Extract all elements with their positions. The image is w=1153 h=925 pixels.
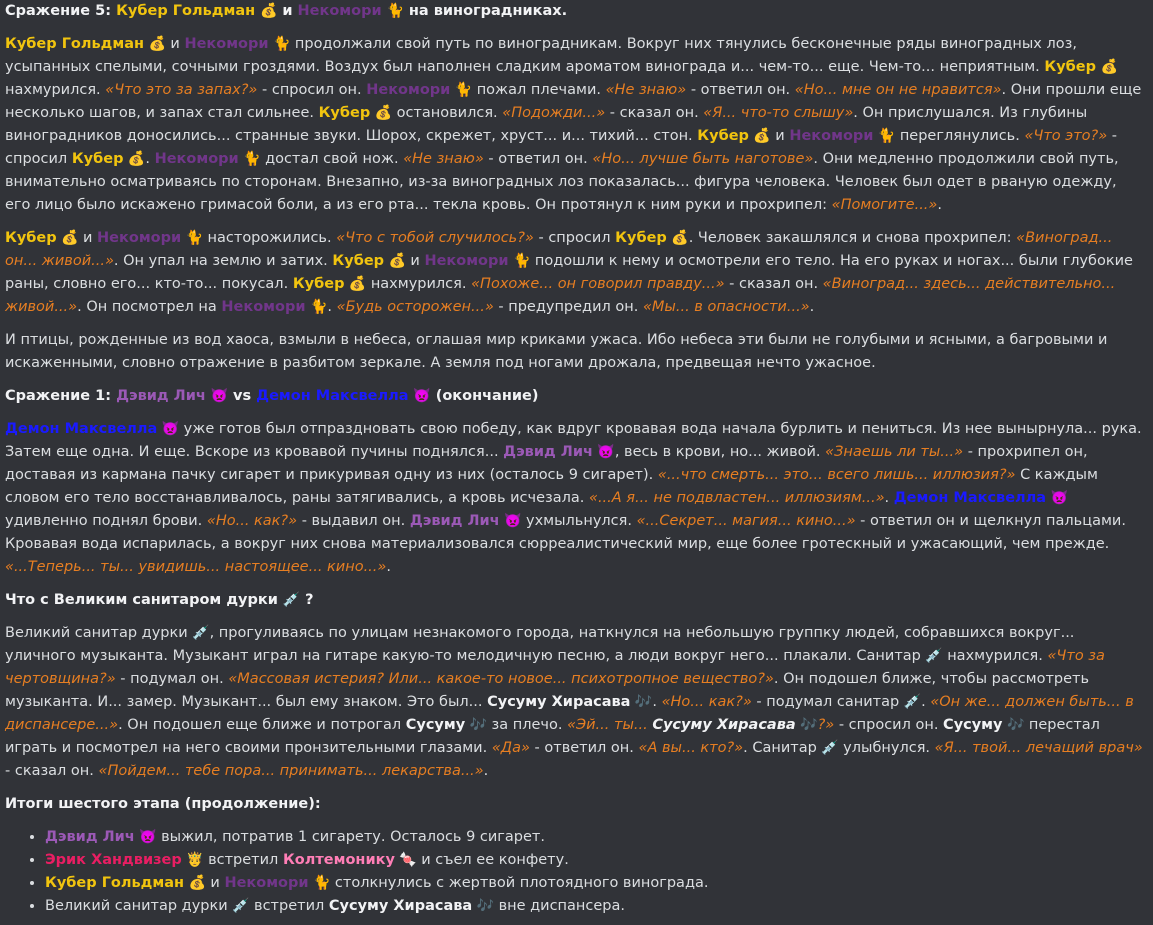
message-text: . Они медленно продолжили свой путь, внимательно осматриваясь по сторонам. Внезапно, из-за виноградных лоз показалась... фигура человека. Человек был одет в рваную одежду, его лицо было искажено гримасой боли, а из его рта... текла кровь. Он протянул к ним руки и прохрипел: — [5, 151, 1119, 213]
emoji-icon: 🎶 — [630, 694, 653, 710]
emoji-icon: 👿 — [157, 421, 184, 437]
character-name-nekomori[interactable]: Некомори — [789, 128, 874, 144]
emoji-icon: 🐈 — [308, 875, 335, 891]
message-text: - спросил он. — [834, 717, 944, 733]
message-text: нахмурился. — [370, 276, 472, 292]
message-text: . Он упал на землю и затих. — [113, 253, 333, 269]
character-name-kuber[interactable]: Кубер — [1044, 59, 1097, 75]
message-text: удивленно поднял брови. — [5, 513, 207, 529]
quote-text: «Массовая истерия? Или... какое-то новое... психотропное вещество?» — [228, 671, 774, 687]
character-name-kuber[interactable]: Кубер — [318, 105, 371, 121]
emoji-icon: 💰 — [123, 151, 146, 167]
quote-text: «Будь осторожен...» — [336, 299, 494, 315]
message-text: уже готов был отпраздновать свою победу, как вдруг кровавая вода начала бурлить и пениться. Из нее вынырнула... рука. Затем еще одна. И еще. Вскоре из кровавой пучины поднялся... — [5, 421, 1142, 460]
quote-text: «Не знаю» — [403, 151, 484, 167]
quote-text: «...что смерть... это... всего лишь... иллюзия?» — [657, 467, 1016, 483]
quote-text: «Что это за запах?» — [105, 82, 258, 98]
message-text: С каждым словом его тело восстанавливалось, раны затягивались, а кровь исчезала. — [5, 467, 1098, 506]
quote-text: «Он же... должен быть... в диспансере...» — [5, 694, 1134, 733]
character-name-nekomori[interactable]: Некомори — [97, 230, 182, 246]
quote-text: «Виноград... он... живой...» — [5, 230, 1113, 269]
bold-text: ? — [305, 592, 314, 608]
message-text: нахмурился. — [5, 82, 106, 98]
character-name-kuber[interactable]: Кубер — [615, 230, 667, 246]
message-text: . Человек закашлялся и снова прохрипел: — [688, 230, 1017, 246]
list-item — [45, 872, 1145, 895]
message-text: - спросил он. — [257, 82, 367, 98]
bold-text: Сражение 5: — [5, 3, 117, 19]
emoji-icon: 👿 — [592, 444, 615, 460]
message-text: встретил — [208, 852, 283, 868]
emoji-icon: 👿 — [408, 388, 436, 404]
emoji-icon: 👿 — [205, 388, 234, 404]
emoji-icon: 💉 — [816, 740, 844, 756]
section-heading — [5, 0, 1145, 23]
quote-text: «Что за чертовщина?» — [5, 648, 1105, 687]
message-text: . Они прошли еще несколько шагов, и запах стал сильнее. — [5, 82, 1142, 121]
character-name-kuber[interactable]: Кубер — [5, 230, 57, 246]
message-text: пожал плечами. — [476, 82, 606, 98]
quote-text: «Виноград... здесь... действительно... живой...» — [5, 276, 1116, 315]
quote-text: «Похоже... он говорил правду...» — [471, 276, 725, 292]
message-text: насторожились. — [207, 230, 337, 246]
message-text: за плечо. — [491, 717, 568, 733]
emoji-icon: 🍬 — [394, 852, 422, 868]
message-text: , прогуливаясь по улицам незнакомого города, наткнулся на небольшую группку людей, собравшихся вокруг... уличного музыканта. Музыкант играл на гитаре какую-то мелодичную песню, а люди вокруг него... плакали. Санитар — [5, 625, 1075, 664]
quote-text: «Я... что-то слышу» — [703, 105, 854, 121]
character-name-kuber[interactable]: Кубер — [71, 151, 124, 167]
emoji-icon: 🐈 — [381, 3, 409, 19]
emoji-icon: 💰 — [255, 3, 283, 19]
bold-text: vs — [233, 388, 257, 404]
bold-text: (окончание) — [435, 388, 539, 404]
emoji-icon: 🎶 — [472, 898, 499, 914]
quote-text: «Что с тобой случилось?» — [336, 230, 534, 246]
message-text: - прохрипел он, доставая из кармана пачку сигарет и прикуривая одну из них (осталось 9 сигарет). — [5, 444, 1088, 483]
message-text: . Он посмотрел на — [77, 299, 222, 315]
message-text: улыбнулся. — [843, 740, 935, 756]
quote-text: «Знаешь ли ты...» — [825, 444, 964, 460]
section-heading — [5, 589, 1145, 612]
message-text: . — [145, 151, 155, 167]
message-text: и — [170, 36, 185, 52]
message-text: переглянулись. — [899, 128, 1025, 144]
bold-text: и — [282, 3, 298, 19]
character-name-demon[interactable]: Демон Максвелла — [256, 388, 409, 404]
quote-bold-text: Сусуму Хирасава — [652, 717, 796, 733]
paragraph — [5, 418, 1145, 579]
bold-text: Сусуму Хирасава — [328, 898, 473, 914]
message-text: ухмыльнулся. — [525, 513, 637, 529]
bold-text: Сусуму — [405, 717, 466, 733]
message-text: - сказал он. — [724, 276, 823, 292]
emoji-icon: 💉 — [187, 625, 210, 641]
emoji-icon: 💰 — [748, 128, 776, 144]
message-text: . — [921, 694, 931, 710]
message-text: - ответил он. — [483, 151, 593, 167]
message-text: . — [809, 299, 815, 315]
character-name-nekomori[interactable]: Некомори — [297, 3, 382, 19]
quote-text: «Да» — [491, 740, 530, 756]
message-text: - сказал он. — [605, 105, 704, 121]
message-text: - предупредил он. — [493, 299, 643, 315]
message-text: Великий санитар дурки — [45, 898, 228, 914]
emoji-icon: 💰 — [56, 230, 83, 246]
quote-text: «Мы... в опасности...» — [642, 299, 810, 315]
message-text: столкнулись с жертвой плотоядного винограда. — [334, 875, 709, 891]
character-name-koltemonika[interactable]: Колтемонику — [282, 852, 395, 868]
emoji-icon: 💉 — [920, 648, 948, 664]
message-text: Великий санитар дурки — [5, 625, 188, 641]
message-text: достал свой нож. — [265, 151, 404, 167]
paragraph — [5, 622, 1145, 783]
message-text: . Санитар — [743, 740, 817, 756]
quote-text: «Эй... ты... — [567, 717, 653, 733]
message-text: и — [410, 253, 425, 269]
message-text: - подумал он. — [115, 671, 229, 687]
emoji-icon: 💰 — [144, 36, 171, 52]
message-text: , весь в крови, но... живой. — [614, 444, 826, 460]
bold-text: Что с Великим санитаром дурки — [5, 592, 278, 608]
quote-text: ?» — [817, 717, 835, 733]
character-name-nekomori[interactable]: Некомори — [424, 253, 509, 269]
message-text: . Он подошел еще ближе и потрогал — [118, 717, 406, 733]
list-item — [45, 826, 1145, 849]
emoji-icon: 🎶 — [465, 717, 492, 733]
section-heading — [5, 793, 1145, 816]
bold-text: на виноградниках. — [408, 3, 568, 19]
message-text: нахмурился. — [947, 648, 1048, 664]
message-text: и — [775, 128, 790, 144]
message-text: и — [210, 875, 225, 891]
message-text: встретил — [254, 898, 329, 914]
bold-text: Сусуму Хирасава — [487, 694, 631, 710]
emoji-icon: 🐈 — [305, 299, 328, 315]
message-text: подошли к нему и осмотрели его тело. На его руках и ногах... были глубокие раны, словно его... кто-то... покусал. — [5, 253, 1133, 292]
section-heading — [5, 385, 1145, 408]
emoji-icon: 👿 — [499, 513, 526, 529]
message-text: . — [386, 559, 391, 575]
message-text: . — [937, 197, 942, 213]
bold-text: Сусуму — [943, 717, 1003, 733]
character-name-kuber[interactable]: Кубер Гольдман — [45, 875, 185, 891]
message-text: - спросил — [533, 230, 616, 246]
message-text: перестал играть и посмотрел на него своими пронзительными глазами. — [5, 717, 1100, 756]
emoji-icon: 🤴 — [181, 852, 209, 868]
character-name-nekomori[interactable]: Некомори — [224, 875, 309, 891]
emoji-icon: 🐈 — [508, 253, 535, 269]
emoji-icon: 💰 — [370, 105, 397, 121]
message-text: - ответил он. — [686, 82, 795, 98]
message-text: и съел ее конфету. — [421, 852, 569, 868]
quote-text: «Но... как?» — [206, 513, 298, 529]
emoji-icon: 💰 — [344, 276, 371, 292]
emoji-icon: 💉 — [227, 898, 255, 914]
quote-text: «...Теперь... ты... увидишь... настоящее... кино...» — [5, 559, 387, 575]
quote-text: «Не знаю» — [605, 82, 687, 98]
emoji-icon: 👿 — [134, 829, 162, 845]
message-text: выжил, потратив 1 сигарету. Осталось 9 сигарет. — [161, 829, 545, 845]
message-text: . Он подошел ближе, чтобы рассмотреть музыканта. И... замер. Музыкант... был ему знаком. Это был... — [5, 671, 1090, 710]
message-text: И птицы, рожденные из вод хаоса, взмыли в небеса, оглашая мир криками ужаса. Ибо небеса эти были не голубыми и ясными, а багровыми и искаженными, словно отражение в разбитом зеркале. А земля под ногами дрожала, предвещая нечто ужасное. — [5, 332, 1108, 371]
emoji-icon: 💰 — [184, 875, 211, 891]
quote-text: «Но... как?» — [661, 694, 752, 710]
emoji-icon: 👿 — [1046, 490, 1068, 506]
message-text: вне диспансера. — [498, 898, 625, 914]
paragraph — [5, 33, 1145, 217]
bold-text: Сражение 1: — [5, 388, 117, 404]
emoji-icon: 💉 — [899, 694, 922, 710]
message-text: - ответил он и щелкнул пальцами. Кровавая вода испарилась, а вокруг них снова материализовался сюрреалистический мир, еще более гротескный и ужасающий, чем прежде. — [5, 513, 1126, 552]
summary-list — [5, 826, 1145, 918]
character-name-nekomori[interactable]: Некомори — [366, 82, 451, 98]
message-text: - выдавил он. — [297, 513, 410, 529]
emoji-icon: 🐈 — [873, 128, 900, 144]
list-item — [45, 849, 1145, 872]
message-text: и — [83, 230, 98, 246]
character-name-erik[interactable]: Эрик Хандвизер — [45, 852, 182, 868]
character-name-kuber[interactable]: Кубер Гольдман — [5, 36, 145, 52]
character-name-demon[interactable]: Демон Максвелла — [5, 421, 158, 437]
character-name-kuber[interactable]: Кубер Гольдман — [116, 3, 256, 19]
message-text: - сказал он. — [5, 763, 99, 779]
character-name-nekomori[interactable]: Некомори — [221, 299, 306, 315]
emoji-icon: 🐈 — [181, 230, 208, 246]
emoji-icon: 🐈 — [268, 36, 295, 52]
quote-text: «Но... лучше быть наготове» — [592, 151, 814, 167]
character-name-demon[interactable]: Демон Максвелла — [893, 490, 1047, 506]
quote-text: «...А я... не подвластен... иллюзиям...» — [589, 490, 885, 506]
emoji-icon: 🐈 — [450, 82, 477, 98]
emoji-icon: 💰 — [666, 230, 689, 246]
quote-text: «А вы... кто?» — [638, 740, 744, 756]
paragraph — [5, 329, 1145, 375]
message-text: . — [483, 763, 489, 779]
character-name-kuber[interactable]: Кубер — [292, 276, 345, 292]
message-text: - спросил — [5, 128, 1118, 167]
character-name-nekomori[interactable]: Некомори — [154, 151, 239, 167]
emoji-icon: 🎶 — [1002, 717, 1029, 733]
message-text: . — [652, 694, 662, 710]
message-text: остановился. — [396, 105, 503, 121]
emoji-icon: 💰 — [1096, 59, 1118, 75]
character-name-david[interactable]: Дэвид Лич — [409, 513, 500, 529]
message-text: продолжали свой путь по виноградникам. Вокруг них тянулись бесконечные ряды виноградных лоз, усыпанных спелыми, сочными гроздями. Воздух был наполнен сладким ароматом винограда и... чем-то... еще. Чем-то... неприятным. — [5, 36, 1077, 75]
message-text: - подумал санитар — [751, 694, 900, 710]
emoji-icon: 🎶 — [795, 717, 818, 733]
quote-text: «Помогите...» — [831, 197, 938, 213]
message-text: - ответил он. — [529, 740, 639, 756]
character-name-david[interactable]: Дэвид Лич — [503, 444, 593, 460]
character-name-nekomori[interactable]: Некомори — [184, 36, 269, 52]
emoji-icon: 💰 — [384, 253, 411, 269]
list-item — [45, 895, 1145, 918]
quote-text: «Подожди...» — [502, 105, 606, 121]
paragraph — [5, 227, 1145, 319]
character-name-david[interactable]: Дэвид Лич — [45, 829, 135, 845]
quote-text: «Но... мне он не нравится» — [794, 82, 1002, 98]
character-name-kuber[interactable]: Кубер — [332, 253, 385, 269]
quote-text: «...Секрет... магия... кино...» — [636, 513, 856, 529]
character-name-kuber[interactable]: Кубер — [697, 128, 749, 144]
character-name-david[interactable]: Дэвид Лич — [116, 388, 206, 404]
emoji-icon: 💉 — [277, 592, 306, 608]
quote-text: «Что это?» — [1024, 128, 1108, 144]
quote-text: «Пойдем... тебе пора... принимать... лекарства...» — [98, 763, 484, 779]
message-text: . Он прислушался. Из глубины виноградников доносились... странные звуки. Шорох, скрежет, хруст... и... тихий... стон. — [5, 105, 1088, 144]
message-text: . — [327, 299, 337, 315]
message-text: . — [884, 490, 894, 506]
bold-text: Итоги шестого этапа (продолжение): — [5, 796, 321, 812]
emoji-icon: 🐈 — [238, 151, 266, 167]
quote-text: «Я... твой... лечащий врач» — [934, 740, 1143, 756]
